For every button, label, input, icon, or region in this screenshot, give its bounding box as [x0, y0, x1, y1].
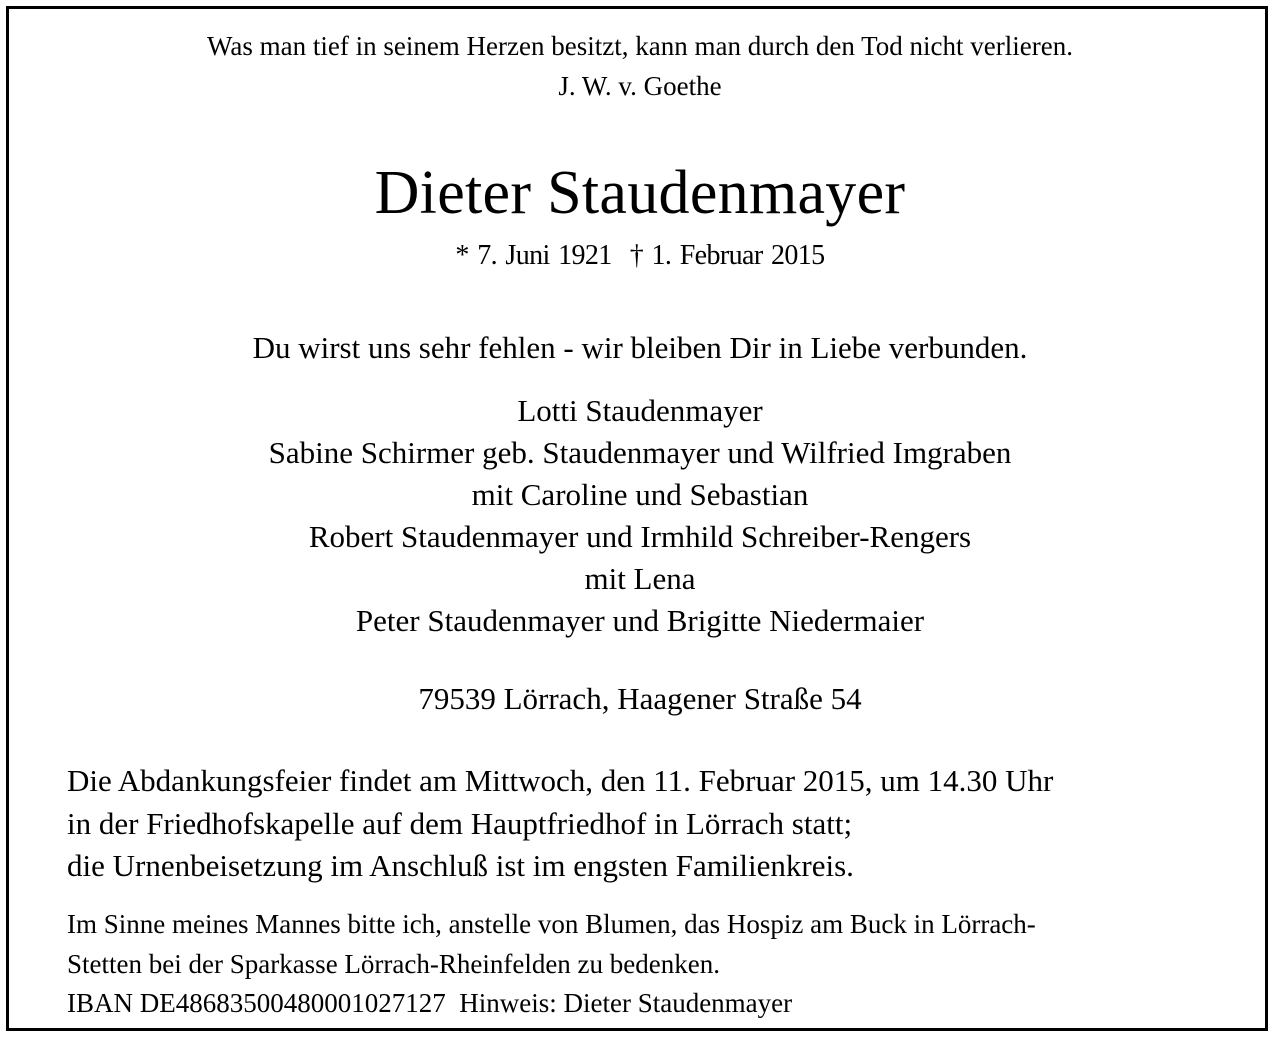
mourner-line: mit Lena [584, 561, 696, 596]
birth-date: * 7. Juni 1921 [455, 240, 612, 271]
mourner-line: Sabine Schirmer geb. Staudenmayer und Wilfried Imgraben [268, 435, 1012, 470]
death-date: † 1. Februar 2015 [629, 240, 825, 271]
deceased-name: Dieter Staudenmayer [374, 159, 906, 227]
mourner-line: Robert Staudenmayer und Irmhild Schreiber-Rengers [308, 519, 972, 554]
mourner-line: mit Caroline und Sebastian [471, 477, 809, 512]
family-address: 79539 Lörrach, Haagener Straße 54 [418, 681, 862, 716]
goethe-quote: Was man tief in seinem Herzen besitzt, kann man durch den Tod nicht verlieren. [207, 31, 1073, 61]
ceremony-line: die Urnenbeisetzung im Anschluß ist im engsten Familienkreis. [67, 848, 854, 883]
life-dates [0, 242, 1280, 270]
farewell-message: Du wirst uns sehr fehlen - wir bleiben Dir in Liebe verbunden. [252, 330, 1028, 365]
mourner-line: Lotti Staudenmayer [517, 393, 763, 428]
donation-line: Stetten bei der Sparkasse Lörrach-Rheinfelden zu bedenken. [67, 949, 720, 979]
mourner-line: Peter Staudenmayer und Brigitte Niedermaier [355, 603, 925, 638]
quote-author: J. W. v. Goethe [558, 71, 722, 101]
ceremony-line: in der Friedhofskapelle auf dem Hauptfriedhof in Lörrach statt; [67, 806, 853, 841]
donation-iban-line: IBAN DE48683500480001027127 Hinweis: Dieter Staudenmayer [67, 988, 793, 1018]
ceremony-line: Die Abdankungsfeier findet am Mittwoch, den 11. Februar 2015, um 14.30 Uhr [67, 763, 1054, 798]
donation-line: Im Sinne meines Mannes bitte ich, anstelle von Blumen, das Hospiz am Buck in Lörrach- [67, 909, 1036, 939]
